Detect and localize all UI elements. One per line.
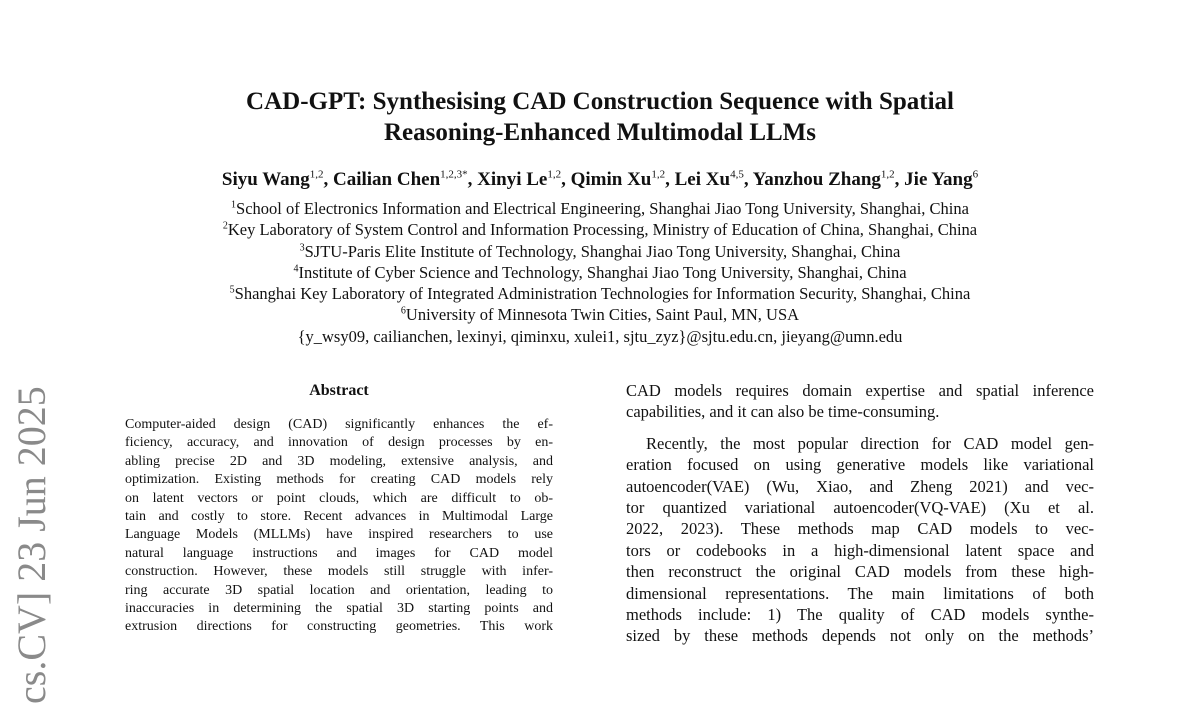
affiliation-text: University of Minnesota Twin Cities, Saint Paul, MN, USA	[405, 305, 800, 325]
affiliation-text: SJTU-Paris Elite Institute of Technology, Shanghai Jiao Tong University, Shanghai, China	[304, 241, 901, 261]
intro-line: sized by these methods depends not only on the methods’	[626, 626, 1094, 646]
author-name: Jie Yang	[904, 169, 973, 190]
intro-line: dimensional representations. The main limitations of both	[626, 583, 1094, 603]
affiliation-line	[60, 241, 1140, 262]
abstract-body	[125, 416, 553, 637]
abstract-line: abling precise 2D and 3D modeling, extensive analysis, and	[125, 453, 553, 469]
affiliation-line	[60, 219, 1140, 240]
intro-column	[626, 380, 1094, 647]
paper-title	[150, 86, 1050, 148]
intro-line: tors or codebooks in a high-dimensional latent space and	[626, 540, 1094, 560]
intro-line: CAD models requires domain expertise and spatial inference	[626, 381, 1094, 400]
abstract-line: tain and costly to store. Recent advances in Multimodal Large	[125, 509, 553, 525]
paragraph-gap	[626, 423, 1094, 433]
affiliation-marker: 5	[229, 284, 235, 296]
intro-line: tor quantized variational autoencoder(VQ-VAE) (Xu et al.	[626, 498, 1094, 518]
author-list: Siyu Wang$^{1,2}$, Cailian Chen$^{1,2,3*}$, Xinyi Le$^{1,2}$, Qimin Xu$^{1,2}$, Lei Xu$^{4,5}$, Yanzhou Zhang$^{1,2}$, Jie Yang$^6$	[221, 168, 979, 190]
author-emails: {y_wsy09, cailianchen, lexinyi, qiminxu, xulei1, sjtu_zyz}@sjtu.edu.cn, jieyang@umn.edu	[297, 326, 903, 346]
affiliation-text: Key Laboratory of System Control and Information Processing, Ministry of Education of China, Shanghai, China	[227, 220, 978, 240]
affiliation-line	[60, 198, 1140, 219]
abstract-line: on latent vectors or point clouds, which are difficult to ob-	[125, 490, 553, 506]
abstract-line: inaccuracies in determining the spatial 3D starting points and	[125, 601, 553, 617]
affiliation-marker: 3	[299, 242, 305, 254]
intro-line: Recently, the most popular direction for CAD model gen-	[646, 433, 1094, 453]
affiliation-line	[60, 304, 1140, 325]
affiliation-list	[60, 198, 1140, 347]
author-affiliation-marker: 4,5	[730, 168, 744, 181]
author-affiliation-marker: 1,2,3*	[440, 168, 468, 181]
author-affiliation-marker: 6	[972, 168, 979, 181]
intro-line: then reconstruct the original CAD models from these high-	[626, 562, 1094, 582]
intro-line: autoencoder(VAE) (Wu, Xiao, and Zheng 2021) and vec-	[626, 476, 1094, 496]
abstract-line: Computer-aided design (CAD) significantly enhances the ef-	[125, 417, 553, 432]
author-name: Xinyi Le	[477, 169, 548, 190]
intro-line: capabilities, and it can also be time-consuming.	[626, 402, 940, 422]
author-name: Cailian Chen	[332, 169, 441, 190]
arxiv-sidebar-stamp: cs.CV] 23 Jun 2025	[9, 386, 54, 704]
affiliation-text: Shanghai Key Laboratory of Integrated Administration Technologies for Information Security, Shanghai, China	[234, 284, 971, 304]
author-affiliation-marker: 1,2	[309, 168, 324, 181]
abstract-heading: Abstract	[309, 382, 369, 399]
affiliation-marker: 4	[293, 263, 299, 275]
abstract-line: natural language instructions and images for CAD model	[125, 545, 553, 561]
author-affiliation-marker: 1,2	[880, 168, 895, 181]
author-affiliation-marker: 1,2	[651, 168, 666, 181]
abstract-line: extrusion directions for constructing geometries. This work	[125, 619, 553, 635]
abstract-line: optimization. Existing methods for creating CAD models rely	[125, 472, 553, 488]
author-name: Qimin Xu	[570, 169, 652, 190]
author-name: Yanzhou Zhang	[752, 169, 881, 190]
intro-line: eration focused on using generative models like variational	[626, 455, 1094, 475]
abstract-line: ficiency, accuracy, and innovation of design processes by en-	[125, 435, 553, 451]
affiliation-marker: 1	[231, 199, 237, 211]
author-name: Siyu Wang	[221, 169, 310, 190]
abstract-line: construction. However, these models still struggle with infer-	[125, 564, 553, 580]
affiliation-text: School of Electronics Information and Electrical Engineering, Shanghai Jiao Tong University, Shanghai, China	[236, 199, 969, 218]
affiliation-line	[60, 262, 1140, 283]
intro-line: methods include: 1) The quality of CAD models synthe-	[626, 605, 1094, 625]
author-affiliation-marker: 1,2	[547, 168, 562, 181]
affiliation-marker: 6	[400, 305, 406, 317]
intro-line: 2022, 2023). These methods map CAD models to vec-	[626, 519, 1094, 539]
paper-title-line-2: Reasoning-Enhanced Multimodal LLMs	[383, 119, 816, 146]
affiliation-marker: 2	[222, 220, 228, 232]
author-name: Lei Xu	[674, 169, 731, 190]
affiliation-line	[60, 283, 1140, 304]
abstract-line: Language Models (MLLMs) have inspired researchers to use	[125, 527, 553, 543]
affiliation-text: Institute of Cyber Science and Technology, Shanghai Jiao Tong University, Shanghai, China	[298, 262, 907, 282]
paper-title-line-1: CAD-GPT: Synthesising CAD Construction Sequence with Spatial	[246, 88, 954, 115]
abstract-line: ring accurate 3D spatial location and orientation, leading to	[125, 582, 553, 598]
